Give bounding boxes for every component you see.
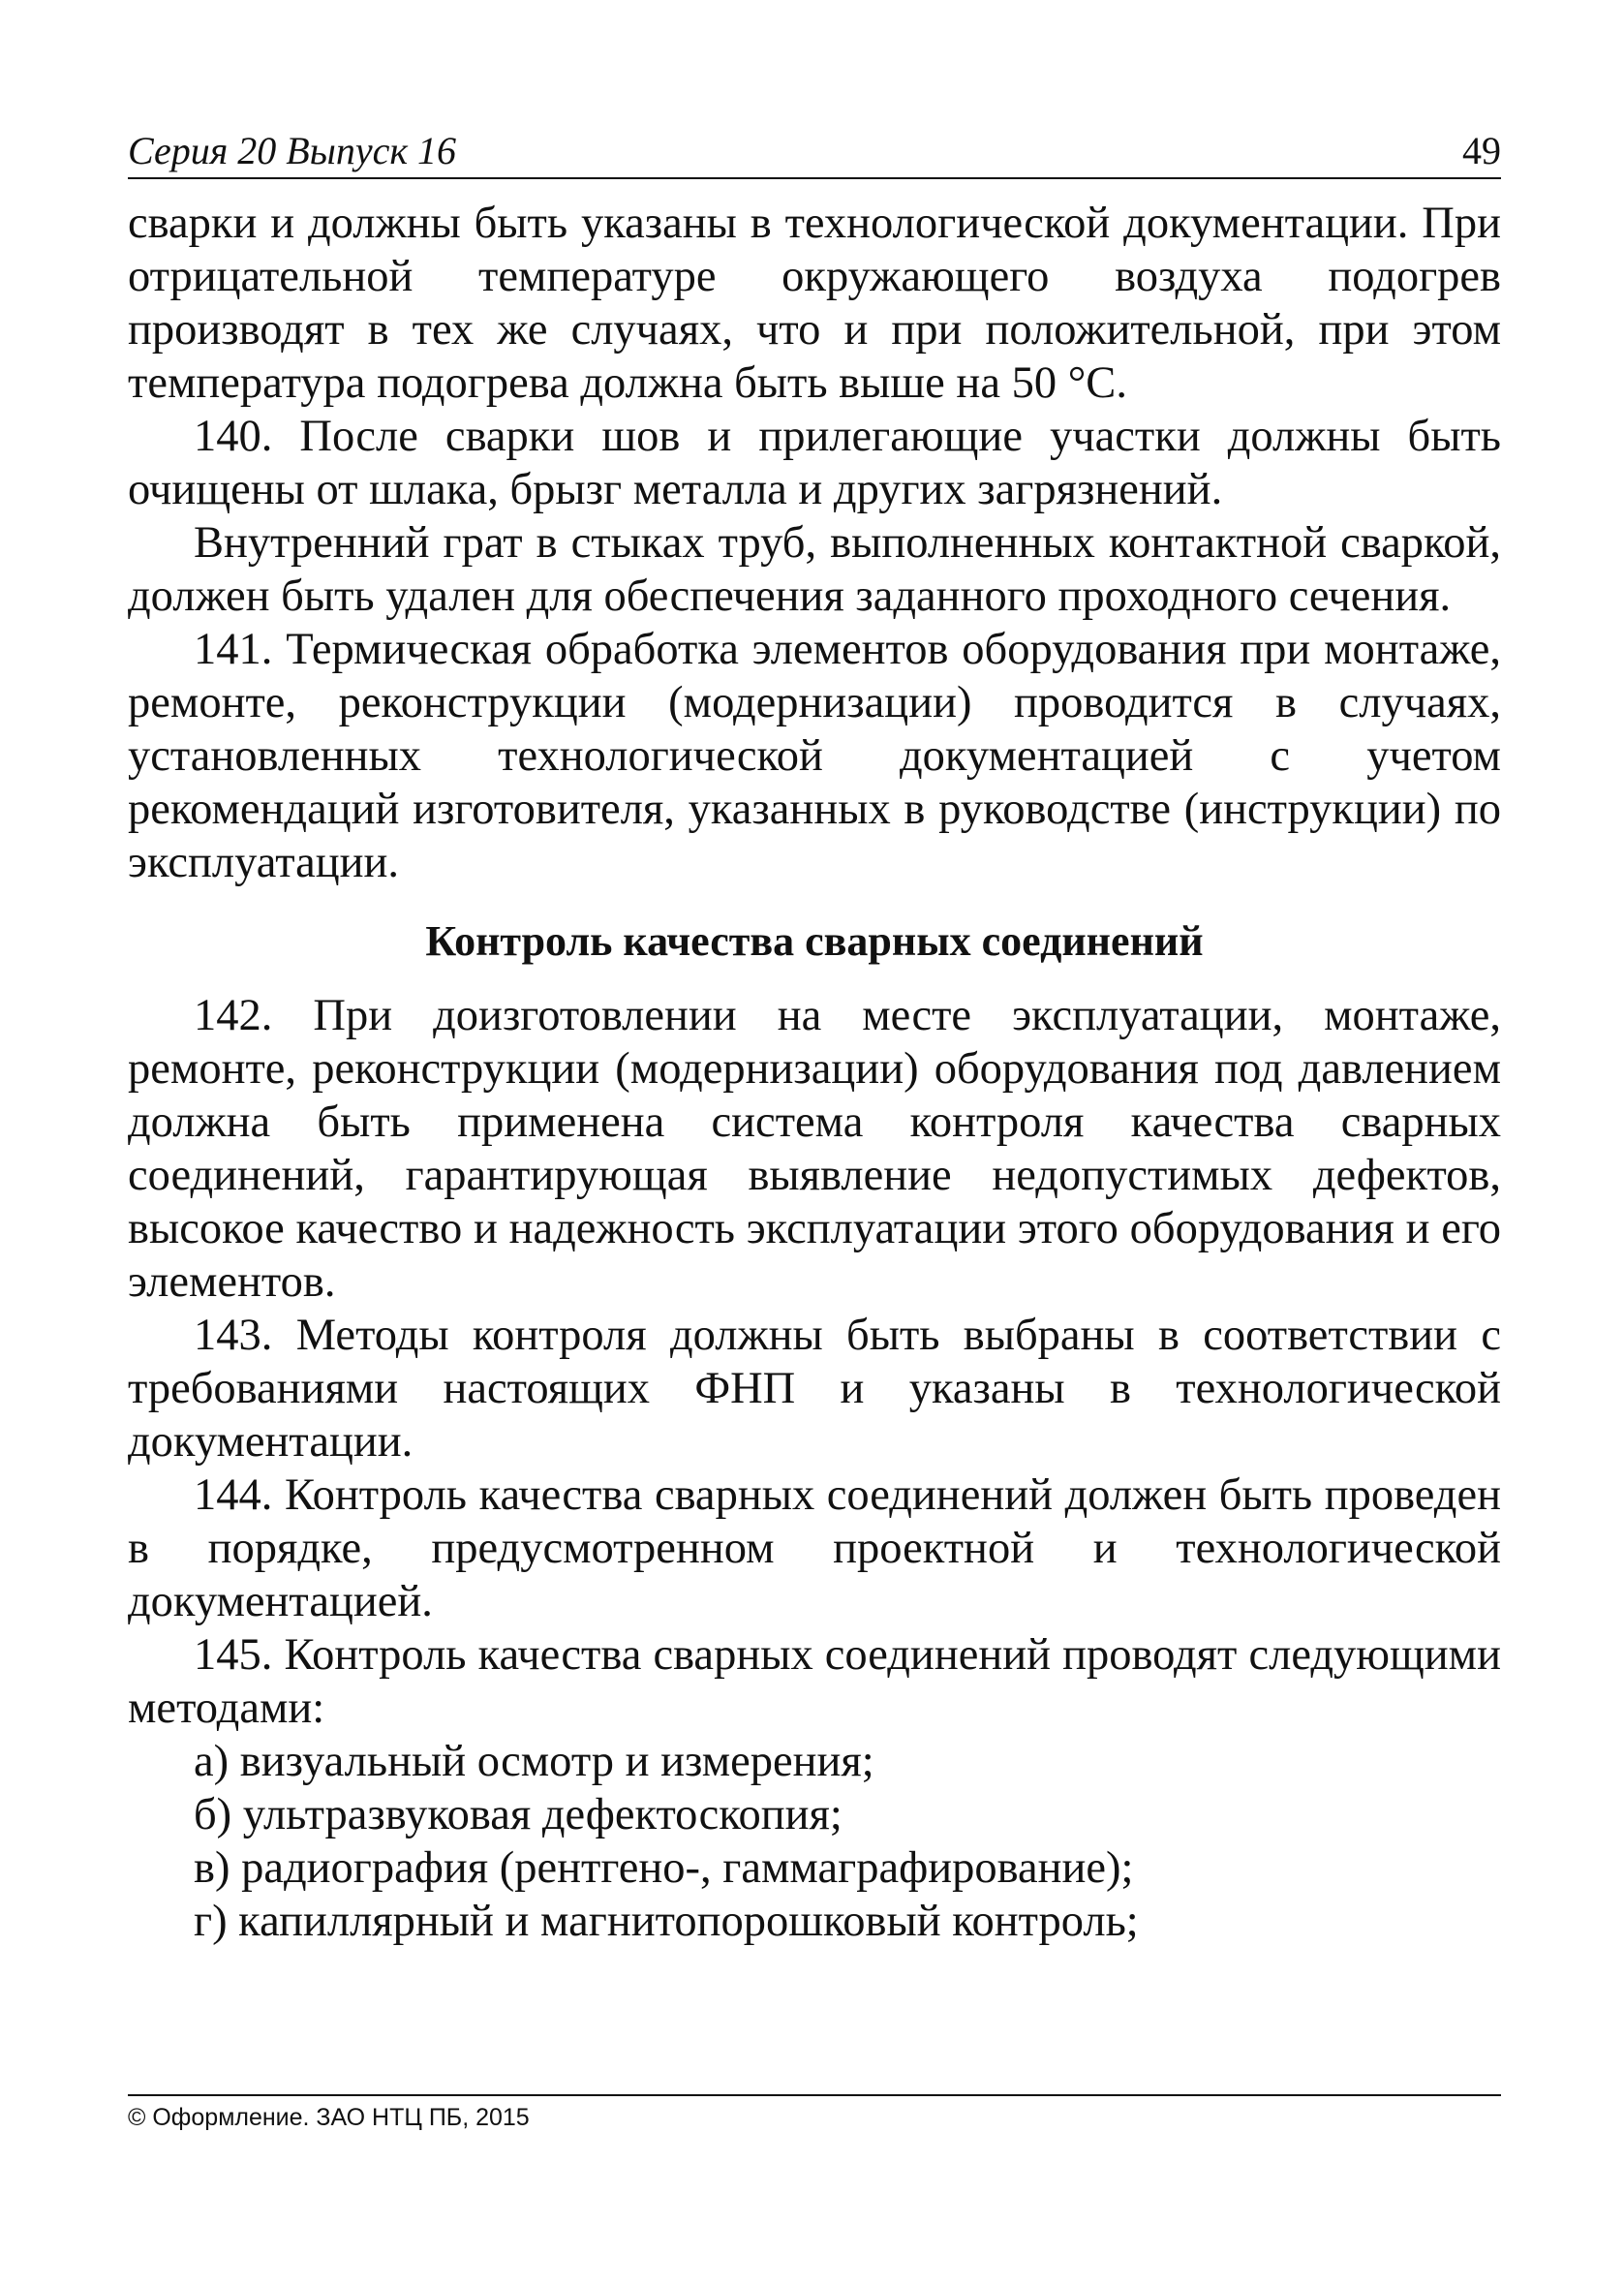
body-text <box>128 197 1501 1948</box>
list-item-c: в) радиография (рентгено-, гаммаграфирование); <box>194 1843 1134 1893</box>
paragraph-continuation: сварки и должны быть указаны в технологической документации. При отрицательной температуре окружающего воздуха подогрев производят в тех же случаях, что и при положительной, при этом температура подогрева должна быть выше на 50 °С. <box>128 199 1501 408</box>
paragraph-internal-burr: Внутренний грат в стыках труб, выполненных контактной сваркой, должен быть удален для обеспечения заданного проходного сечения. <box>128 518 1501 621</box>
paragraph-144: 144. Контроль качества сварных соединений должен быть проведен в порядке, предусмотренном проектной и технологической документацией. <box>128 1470 1501 1626</box>
running-header <box>128 124 1501 178</box>
paragraph-140: 140. После сварки шов и прилегающие участки должны быть очищены от шлака, брызг металла и других загрязнений. <box>128 412 1501 514</box>
footer-copyright: © Оформление. ЗАО НТЦ ПБ, 2015 <box>128 2104 530 2131</box>
section-heading: Контроль качества сварных соединений <box>425 917 1204 965</box>
list-item-d: г) капиллярный и магнитопорошковый контроль; <box>194 1897 1139 1946</box>
page-number: 49 <box>1462 129 1501 172</box>
paragraph-142: 142. При доизготовлении на месте эксплуатации, монтаже, ремонте, реконструкции (модернизации) оборудования под давлением должна быть применена система контроля качества сварных соединений, гарантирующая выявление недопустимых дефектов, высокое качество и надежность эксплуатации этого оборудования и его элементов. <box>128 991 1501 1307</box>
paragraph-145: 145. Контроль качества сварных соединений проводят следующими методами: <box>128 1630 1501 1733</box>
list-item-a: а) визуальный осмотр и измерения; <box>194 1737 874 1786</box>
header-divider <box>128 177 1501 179</box>
paragraph-141: 141. Термическая обработка элементов оборудования при монтаже, ремонте, реконструкции (модернизации) проводится в случаях, установленных технологической документацией с учетом рекомендаций изготовителя, указанных в руководстве (инструкции) по эксплуатации. <box>128 625 1501 887</box>
footer-divider <box>128 2094 1501 2096</box>
header-series-title: Серия 20 Выпуск 16 <box>128 129 457 172</box>
paragraph-143: 143. Методы контроля должны быть выбраны в соответствии с требованиями настоящих ФНП и указаны в технологической документации. <box>128 1311 1501 1467</box>
list-item-b: б) ультразвуковая дефектоскопия; <box>194 1790 843 1839</box>
